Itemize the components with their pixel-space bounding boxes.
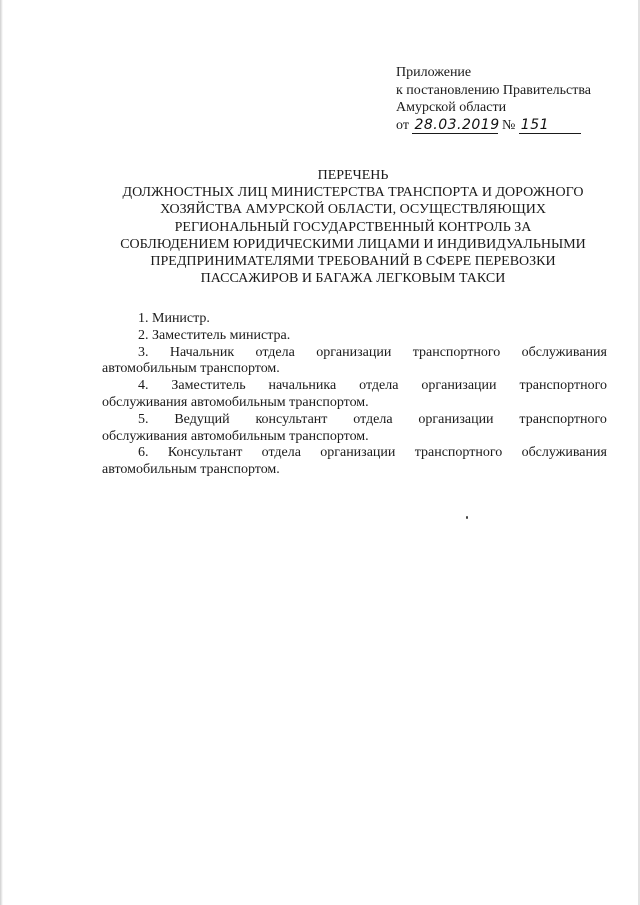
item-word: организации <box>320 445 396 461</box>
handwritten-number: 151 <box>520 116 550 133</box>
list-item <box>102 412 607 446</box>
item-word: 4. <box>138 378 149 394</box>
item-word: Начальник <box>169 344 235 360</box>
item-word: организации <box>316 344 392 360</box>
item-first-row <box>102 445 607 462</box>
handwritten-date: 28.03.2019 <box>414 116 500 133</box>
title-line-4: РЕГИОНАЛЬНЫЙ ГОСУДАРСТВЕННЫЙ КОНТРОЛЬ ЗА <box>174 219 532 235</box>
number-sign: № <box>501 117 516 133</box>
item-text: 1. Министр. <box>138 311 210 326</box>
item-word: 3. <box>138 344 149 360</box>
document-title <box>96 167 610 287</box>
item-word: транспортного <box>519 378 607 394</box>
appendix-resolution: к постановлению Правительства <box>396 82 592 98</box>
list-item <box>102 311 607 328</box>
date-field <box>412 118 498 134</box>
item-word: отдела <box>255 344 295 360</box>
item-word: Ведущий <box>174 411 230 427</box>
list-item <box>102 345 607 379</box>
title-line-7: ПАССАЖИРОВ И БАГАЖА ЛЕГКОВЫМ ТАКСИ <box>200 271 506 287</box>
item-word: начальника <box>268 378 337 394</box>
item-word: отдела <box>261 445 301 461</box>
positions-list <box>102 311 607 479</box>
number-field <box>519 118 581 134</box>
item-word: отдела <box>359 378 399 394</box>
appendix-region: Амурской области <box>396 100 507 115</box>
appendix-date-number <box>396 117 626 135</box>
item-first-row <box>102 345 607 362</box>
item-first-row <box>102 412 607 429</box>
item-word: транспортного <box>414 445 503 461</box>
item-second-row: автомобильным транспортом. <box>102 462 280 478</box>
item-word: Заместитель <box>171 378 246 394</box>
scan-edge-left <box>0 0 3 905</box>
list-item <box>102 328 607 345</box>
list-item <box>102 378 607 412</box>
scan-speck <box>466 516 468 519</box>
item-second-row: автомобильным транспортом. <box>102 361 280 377</box>
appendix-header <box>396 64 626 134</box>
item-word: организации <box>421 378 497 394</box>
item-word: 6. <box>138 445 149 461</box>
item-word: транспортного <box>412 344 501 360</box>
date-prefix: от <box>396 117 409 133</box>
list-item <box>102 445 607 479</box>
item-word: консультант <box>255 411 328 427</box>
title-line-1: ПЕРЕЧЕНЬ <box>317 168 389 183</box>
title-line-6: ПРЕДПРИНИМАТЕЛЯМИ ТРЕБОВАНИЙ В СФЕРЕ ПЕРЕВОЗКИ <box>150 254 556 270</box>
title-line-3: ХОЗЯЙСТВА АМУРСКОЙ ОБЛАСТИ, ОСУЩЕСТВЛЯЮЩИХ <box>160 202 546 218</box>
appendix-label: Приложение <box>396 65 472 80</box>
item-second-row: обслуживания автомобильным транспортом. <box>102 394 369 410</box>
item-word: 5. <box>138 411 149 427</box>
item-first-row <box>102 378 607 395</box>
title-line-5: СОБЛЮДЕНИЕМ ЮРИДИЧЕСКИМИ ЛИЦАМИ И ИНДИВИДУАЛЬНЫМИ <box>120 236 586 252</box>
title-line-2: ДОЛЖНОСТНЫХ ЛИЦ МИНИСТЕРСТВА ТРАНСПОРТА И ДОРОЖНОГО <box>122 185 584 201</box>
item-word: обслуживания <box>521 445 607 461</box>
item-word: отдела <box>353 411 393 427</box>
item-word: обслуживания <box>521 344 607 360</box>
item-word: организации <box>418 411 494 427</box>
item-text: 2. Заместитель министра. <box>138 327 291 343</box>
item-word: транспортного <box>519 411 607 427</box>
item-second-row: обслуживания автомобильным транспортом. <box>102 428 369 444</box>
item-word: Консультант <box>167 445 243 461</box>
